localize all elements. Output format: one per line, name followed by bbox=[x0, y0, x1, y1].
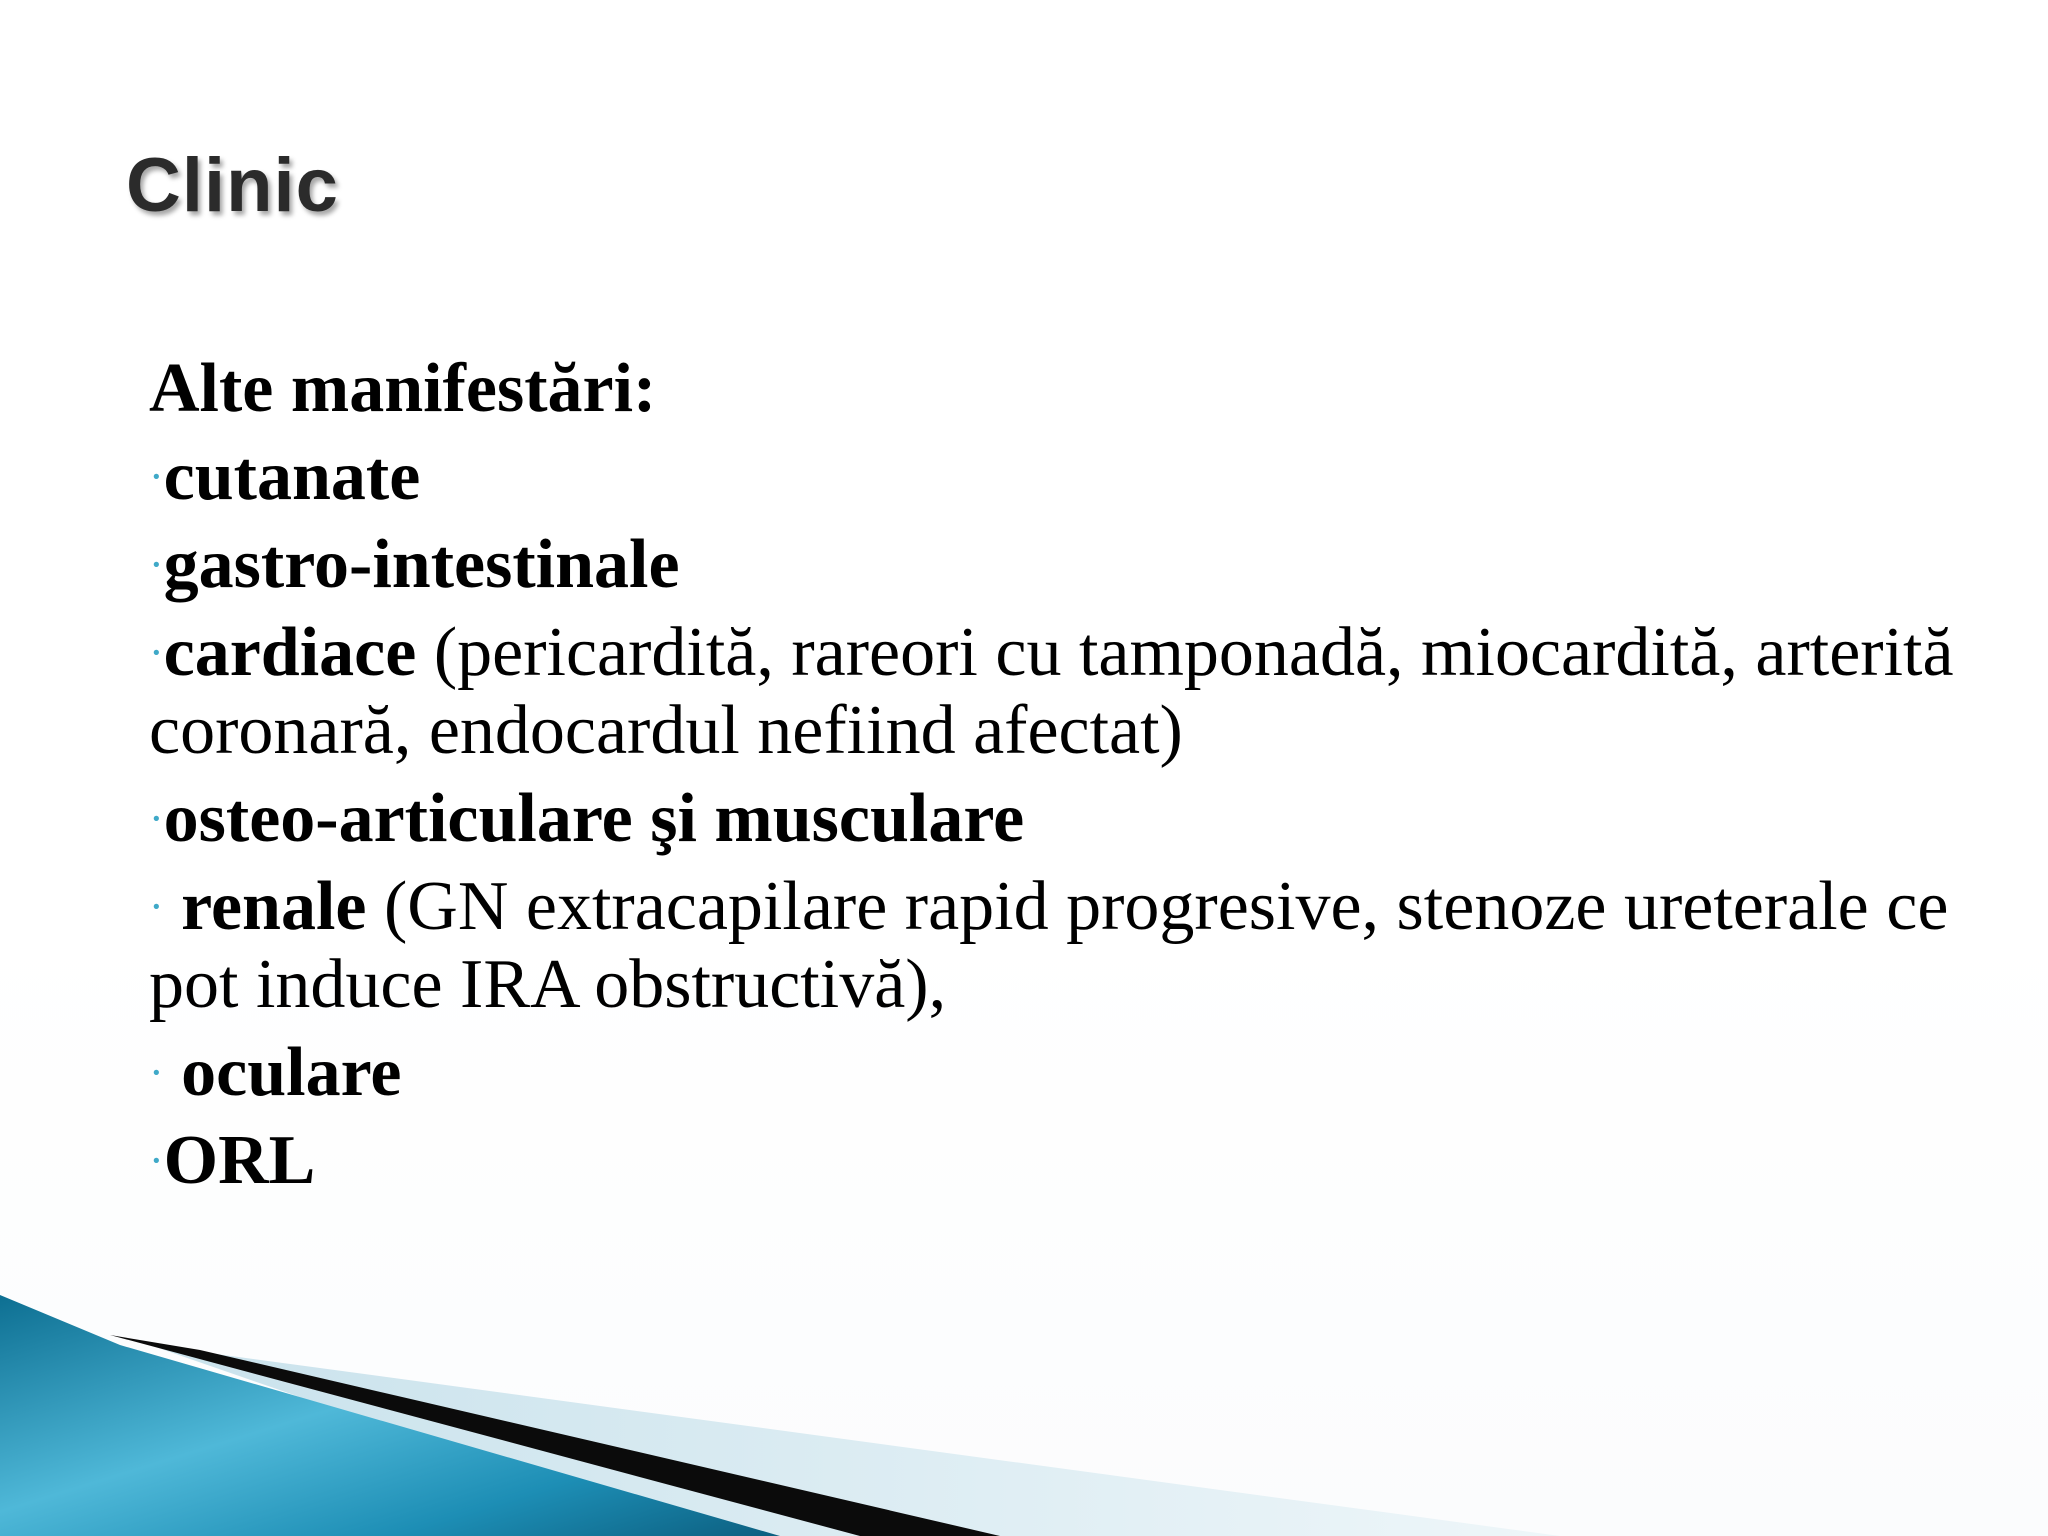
bullet-icon: · bbox=[149, 1136, 164, 1185]
item-label: ORL bbox=[163, 1122, 316, 1199]
bullet-icon: · bbox=[149, 1048, 164, 1097]
list-item-osteo-articulare bbox=[149, 780, 1989, 858]
slide-title: Clinic bbox=[126, 143, 339, 228]
item-detail: (GN extracapilare rapid progresive, stenoze ureterale ce pot induce IRA obstructivă), bbox=[149, 868, 1949, 1023]
item-label: oculare bbox=[163, 1034, 402, 1111]
bullet-icon: · bbox=[149, 452, 164, 501]
list-item-cutanate bbox=[149, 438, 1989, 516]
list-item-cardiace bbox=[149, 614, 1989, 770]
item-detail: (pericardită, rareori cu tamponadă, miocardită, arterită coronară, endocardul nefiind afectat) bbox=[149, 614, 1954, 769]
item-label: cutanate bbox=[163, 438, 421, 515]
bullet-icon: · bbox=[149, 882, 164, 931]
bullet-icon: · bbox=[149, 794, 164, 843]
bullet-icon: · bbox=[149, 628, 164, 677]
list-item-orl bbox=[149, 1122, 1989, 1200]
item-label: cardiace bbox=[163, 614, 417, 691]
bullet-icon: · bbox=[149, 540, 164, 589]
list-item-oculare bbox=[149, 1034, 1989, 1112]
list-item-gastro-intestinale bbox=[149, 526, 1989, 604]
item-label: gastro-intestinale bbox=[163, 526, 680, 603]
list-item-renale bbox=[149, 868, 1989, 1024]
item-label: osteo-articulare şi musculare bbox=[163, 780, 1025, 857]
intro-heading: Alte manifestări: bbox=[149, 350, 657, 427]
item-label: renale bbox=[163, 868, 367, 945]
content-list bbox=[149, 350, 1989, 1210]
